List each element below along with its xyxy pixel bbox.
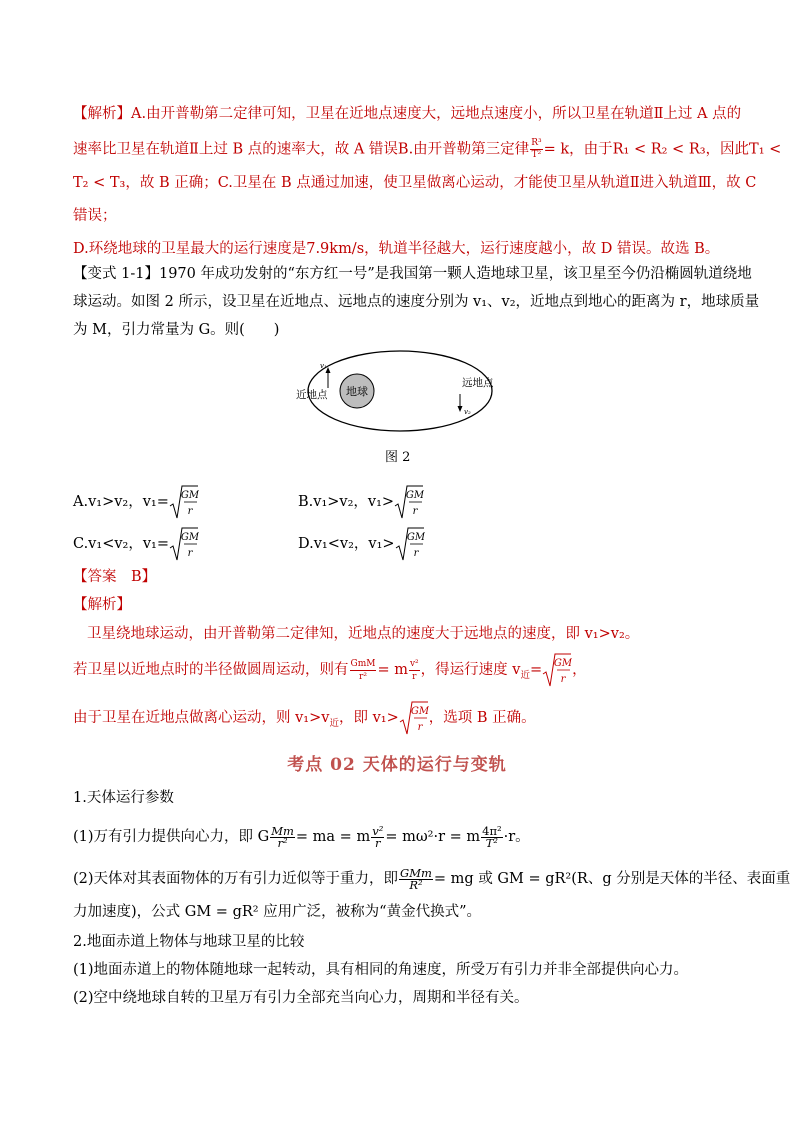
- analysis1-line4: 错误；: [73, 208, 117, 224]
- analysis1-line3: T₂ < T₃，故 B 正确；C.卫星在 B 点通过加速，使卫星做离心运动，才能使卫星从轨道Ⅱ进入轨道Ⅲ，故 C: [73, 175, 757, 191]
- far-point-label: 远地点: [462, 377, 494, 389]
- section-p7: (2)空中绕地球自转的卫星万有引力全部充当向心力，周期和半径有关。: [73, 990, 529, 1006]
- analysis2-line2: 若卫星以近地点时的半径做圆周运动，则有 $\frac{\text{GmM}}{\text{r²}}$ = m $\frac{\text{v²}}{r}$ ，得运行速度 $v_近=$ GM r ，: [73, 652, 587, 688]
- svg-text:GM: GM: [405, 490, 425, 501]
- svg-text:GM: GM: [554, 658, 573, 669]
- svg-text:GM: GM: [410, 706, 429, 717]
- section-p2: (1)万有引力提供向心力，即 G $\frac{Mm}{\text{r²}}$ = ma = m $\frac{\text{v²}}{r}$ = mω²·r = m $\frac{\text{4π²}}{\text{T²}}$ ·r。: [73, 823, 530, 850]
- variant-line3: 为 M，引力常量为 G。则( ): [73, 322, 280, 338]
- svg-text:GM: GM: [180, 532, 199, 543]
- svg-text:r: r: [417, 722, 423, 733]
- sqrt-gm-r: [169, 484, 199, 520]
- sqrt-gm-r: [395, 526, 425, 562]
- svg-text:r: r: [187, 506, 193, 517]
- svg-text:r: r: [560, 674, 566, 685]
- section-p6: (1)地面赤道上的物体随地球一起转动，具有相同的角速度，所受万有引力并非全部提供向心力。: [73, 962, 689, 978]
- svg-text:r: r: [413, 548, 418, 559]
- sqrt-gm-r: [399, 700, 429, 736]
- analysis-tag: 【解析】: [73, 106, 131, 122]
- analysis1-line5: D.环绕地球的卫星最大的运行速度是7.9km/s，轨道半径越大，运行速度越小，故 D 错误。故选 B。: [73, 241, 720, 257]
- v2-arrowhead: [458, 406, 463, 412]
- option-b[interactable]: B.v₁>v₂，v₁> GM r: [298, 484, 424, 520]
- sqrt-gm-r: [169, 526, 199, 562]
- variant-line1: 【变式 1-1】1970 年成功发射的“东方红一号”是我国第一颗人造地球卫星，该卫星至今仍沿椭圆轨道绕地: [73, 266, 752, 282]
- section-p4: 力加速度)，公式 GM = gR² 应用广泛，被称为“黄金代换式”。: [73, 904, 482, 920]
- analysis1-line2: 速率比卫星在轨道Ⅱ上过 B 点的速率大，故 A 错误B.由开普勒第三定律 $\frac{\text{R³}}{\text{T²}}$ = k，由于R₁ < R₂ < R₃，因此T₁ <: [73, 138, 782, 160]
- svg-text:GM: GM: [406, 532, 425, 543]
- answer-line: 【答案 B】: [73, 569, 157, 585]
- option-c[interactable]: C.v₁<v₂，v₁= GM r: [73, 526, 199, 562]
- variant-tag: 【变式 1-1】: [73, 266, 159, 282]
- svg-text:GM: GM: [180, 490, 199, 501]
- analysis1-line1: 【解析】A.由开普勒第二定律可知，卫星在近地点速度大，远地点速度小，所以卫星在轨道Ⅱ上过 A 点的: [73, 106, 742, 122]
- variant-line2: 球运动。如图 2 所示，设卫星在近地点、远地点的速度分别为 v₁、v₂，近地点到地心的距离为 r，地球质量: [73, 294, 760, 310]
- option-a[interactable]: A.v₁>v₂，v₁= GM r: [73, 484, 199, 520]
- section-p3: (2)天体对其表面物体的万有引力近似等于重力，即 $\frac{\text{GMm}}{\text{R²}}$ = mg 或 GM = gR²(R、g 分别是天体的半径、表面重: [73, 865, 791, 892]
- earth-label: 地球: [346, 385, 368, 398]
- kepler-fraction: $\frac{\text{R³}}{\text{T²}}$: [531, 138, 542, 160]
- v1-label: v₁: [320, 362, 327, 370]
- orbit-ellipse: [308, 351, 492, 431]
- orbit-figure: [280, 336, 520, 436]
- section-p5: 2.地面赤道上物体与地球卫星的比较: [73, 934, 305, 950]
- analysis2-line3: 由于卫星在近地点做离心运动，则 $v_1>v_近$，即 v₁> GM r ，选项 B 正确。: [73, 700, 536, 736]
- sqrt-gm-r: [542, 652, 572, 688]
- svg-text:r: r: [412, 506, 418, 517]
- sqrt-gm-r: [394, 484, 424, 520]
- figure-caption: 图 2: [385, 450, 411, 465]
- section-heading: 考点 02 天体的运行与变轨: [287, 755, 507, 775]
- analysis2-tag: 【解析】: [73, 597, 131, 613]
- option-d[interactable]: D.v₁<v₂，v₁> GM r: [298, 526, 425, 562]
- v2-label: v₂: [464, 408, 471, 416]
- near-point-label: 近地点: [296, 389, 328, 401]
- analysis2-line1: 卫星绕地球运动，由开普勒第二定律知，近地点的速度大于远地点的速度，即 v₁>v₂。: [87, 626, 640, 642]
- section-p1: 1.天体运行参数: [73, 790, 174, 806]
- svg-text:r: r: [187, 548, 193, 559]
